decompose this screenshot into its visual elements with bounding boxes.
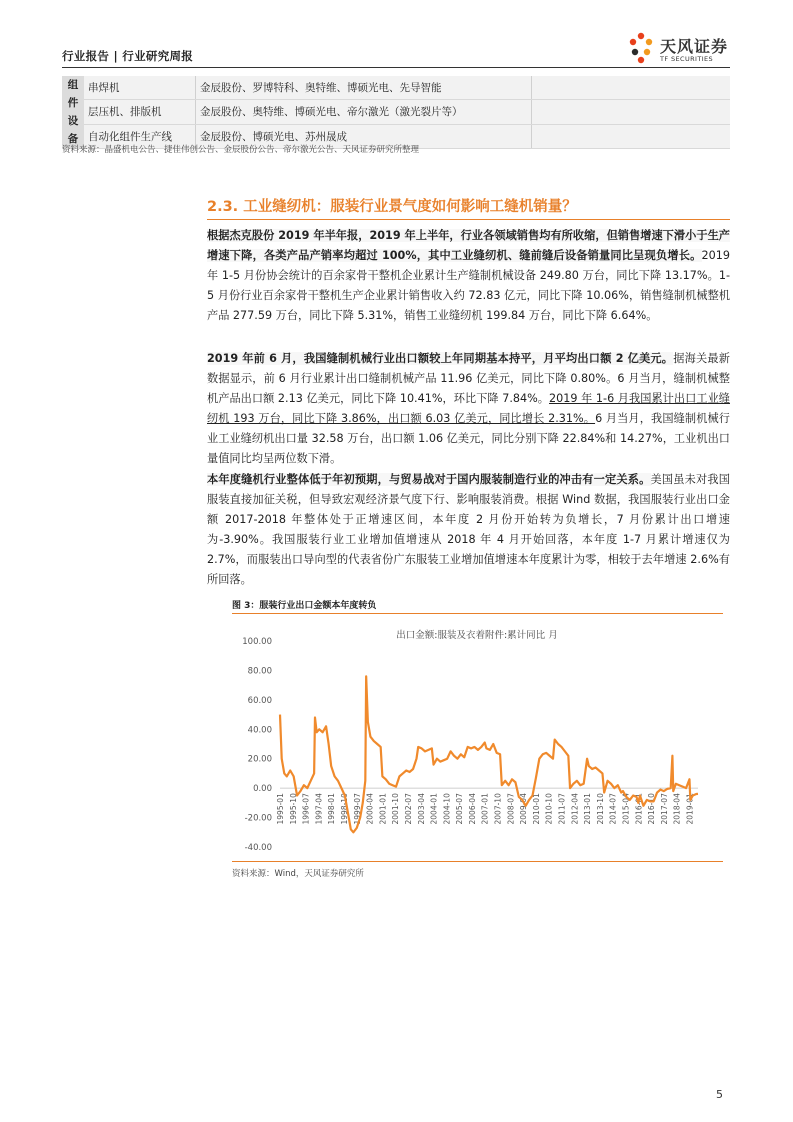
line-chart [232,615,723,859]
x-tick-label: 2012-04 [570,793,580,825]
x-tick-label: 2006-04 [467,793,477,825]
report-header-label: 行业报告 | 行业研究周报 [62,49,194,63]
x-tick-label: 2010-01 [531,793,541,825]
paragraph-3-lead: 本年度缝机行业整体低于年初预期，与贸易战对于国内服装制造行业的冲击有一定关系。 [207,473,651,486]
empty-cell [532,76,731,100]
figure-top-rule [232,613,723,614]
x-tick-label: 2015-04 [621,793,631,825]
device-cell: 串焊机 [84,76,196,100]
x-tick-label: 2004-01 [429,793,439,825]
paragraph-2 [207,349,730,469]
paragraph-2-underlined: 2019 年 1-6 月我国累计出口工业缝纫机 193 万台，同比下降 3.86%，出口额 6.03 亿美元，同比增长 2.31%。 [207,392,730,425]
paragraph-1-lead: 根据杰克股份 2019 年半年报，2019 年上半年，行业各领域销售均有所收缩，但销售增速下滑小于生产增速下降，各类产品产销率均超过 100%，其中工业缝纫机、缝前缝后设备销量同比呈现负增长。 [207,229,730,262]
x-tick-label: 1995-01 [276,793,285,825]
y-tick-label: 80.00 [247,666,272,677]
x-tick-label: 2008-07 [506,793,516,825]
y-tick-label: 20.00 [247,754,272,765]
x-tick-label: 2019-01 [685,793,695,825]
brand-subtitle: TF SECURITIES [660,55,714,63]
section-rule [207,219,730,220]
paragraph-1 [207,226,730,326]
y-tick-label: 0.00 [253,784,272,795]
figure-source-note: 资料来源：Wind，天风证券研究所 [232,869,364,879]
group-label-char: 组 [67,79,79,91]
x-tick-label: 2007-01 [480,793,490,825]
x-tick-label: 2013-10 [595,793,605,825]
y-tick-label: 60.00 [247,695,272,706]
paragraph-3-body: 美国虽未对我国服装直接加征关税，但导致宏观经济景气度下行、影响服装消费。根据 Wind 数据，我国服装行业出口金额 2017-2018 年整体处于正增速区间，本年度 2 月份开始转为负增长，7 月份累计出口增速为-3.90%。我国服装行业工业增加值增速从 2018 年 4 月开始回落，本年度 1-7 月累计增速仅为 2.7%，而服装出口导向型的代表省份广东服装工业增加值增速本年度累计为零，相较于去年增速 2.6%有所回落。 [207,473,730,586]
paragraph-1-body: 2019 年 1-5 月份协会统计的百余家骨干整机企业累计生产缝制机械设备 249.80 万台，同比下降 13.17%。1-5 月份行业百余家骨干整机生产企业累计销售收入约 72.83 亿元，同比下降 10.06%，销售缝制机械整机产品 277.59 万台，同比下降 5.31%，销售工业缝纫机 199.84 万台，同比下降 6.64%。 [207,249,730,322]
table-row [62,100,730,124]
y-tick-label: 100.00 [242,637,272,647]
group-label-char: 备 [67,133,79,145]
x-tick-label: 2001-10 [391,793,401,825]
group-label-cell [62,76,84,149]
x-tick-label: 1999-07 [352,793,362,825]
empty-cell [532,100,731,124]
paragraph-2-lead: 2019 年前 6 月，我国缝制机械行业出口额较上年同期基本持平，月平均出口额 2 亿美元。 [207,352,674,365]
companies-cell: 金辰股份、奥特维、博硕光电、帝尔激光（激光裂片等） [196,100,532,124]
x-tick-label: 2003-04 [416,793,426,825]
device-cell: 层压机、排版机 [84,100,196,124]
y-tick-label: 40.00 [247,725,272,736]
x-tick-label: 1996-07 [301,793,311,825]
companies-cell: 金辰股份、罗博特科、奥特维、博硕光电、先导智能 [196,76,532,100]
x-tick-label: 1997-04 [314,793,324,825]
component-equipment-table [62,76,730,149]
companies-cell: 金辰股份、博硕光电、苏州晟成 [196,124,532,148]
x-tick-label: 1998-10 [339,793,349,825]
paragraph-2-body: 据海关最新数据显示，前 6 月行业累计出口缝制机械产品 11.96 亿美元，同比下降 0.80%。6 月当月，缝制机械整机产品出口额 2.13 亿美元，同比下降 10.41%，环比下降 7.84%。 [207,352,730,405]
x-tick-label: 2000-04 [365,793,375,825]
logo-mark [630,33,652,63]
empty-cell [532,124,731,148]
x-tick-label: 2014-07 [608,793,618,825]
group-label-char: 设 [67,115,79,127]
x-tick-label: 2016-01 [634,793,644,825]
x-tick-label: 1998-01 [327,793,337,825]
x-tick-label: 2005-07 [455,793,465,825]
x-tick-label: 2017-07 [659,793,669,825]
x-tick-label: 2016-10 [647,793,657,825]
brand-name: 天风证券 [660,37,729,56]
section-title: 2.3. 工业缝纫机：服装行业景气度如何影响工缝机销量？ [207,199,577,215]
table-row [62,76,730,100]
x-tick-label: 2013-01 [583,793,593,825]
chart-title: 出口金额:服装及衣着附件:累计同比 月 [396,630,558,641]
x-tick-label: 2002-07 [403,793,413,825]
y-tick-label: -40.00 [244,843,272,853]
table-source-note: 资料来源：晶盛机电公告、捷佳伟创公告、金辰股份公告、帝尔激光公告、天风证券研究所整理 [62,145,420,155]
y-tick-label: -20.00 [244,813,272,824]
x-tick-label: 2011-07 [557,793,567,825]
page-number: 5 [716,1088,723,1101]
x-tick-label: 1995-10 [288,793,298,825]
x-tick-label: 2004-10 [442,793,452,825]
figure-title: 图 3：服装行业出口金额本年度转负 [232,601,377,611]
paragraph-3 [207,470,730,590]
device-cell: 自动化组件生产线 [84,124,196,148]
x-tick-label: 2009-04 [519,793,529,825]
paragraph-2-body-cont: 6 月当月，我国缝制机械行业工业缝纫机出口量 32.58 万台，出口额 1.06 亿美元，同比分别下降 22.84%和 14.27%，工业机出口量值同比均呈两位数下滑。 [207,412,730,465]
x-tick-label: 2001-01 [378,793,388,825]
x-tick-label: 2007-10 [493,793,503,825]
group-label-char: 件 [67,97,79,109]
figure-bottom-rule [232,861,723,862]
x-tick-label: 2010-10 [544,793,554,825]
header-rule [62,67,730,68]
x-tick-label: 2018-04 [672,793,682,825]
